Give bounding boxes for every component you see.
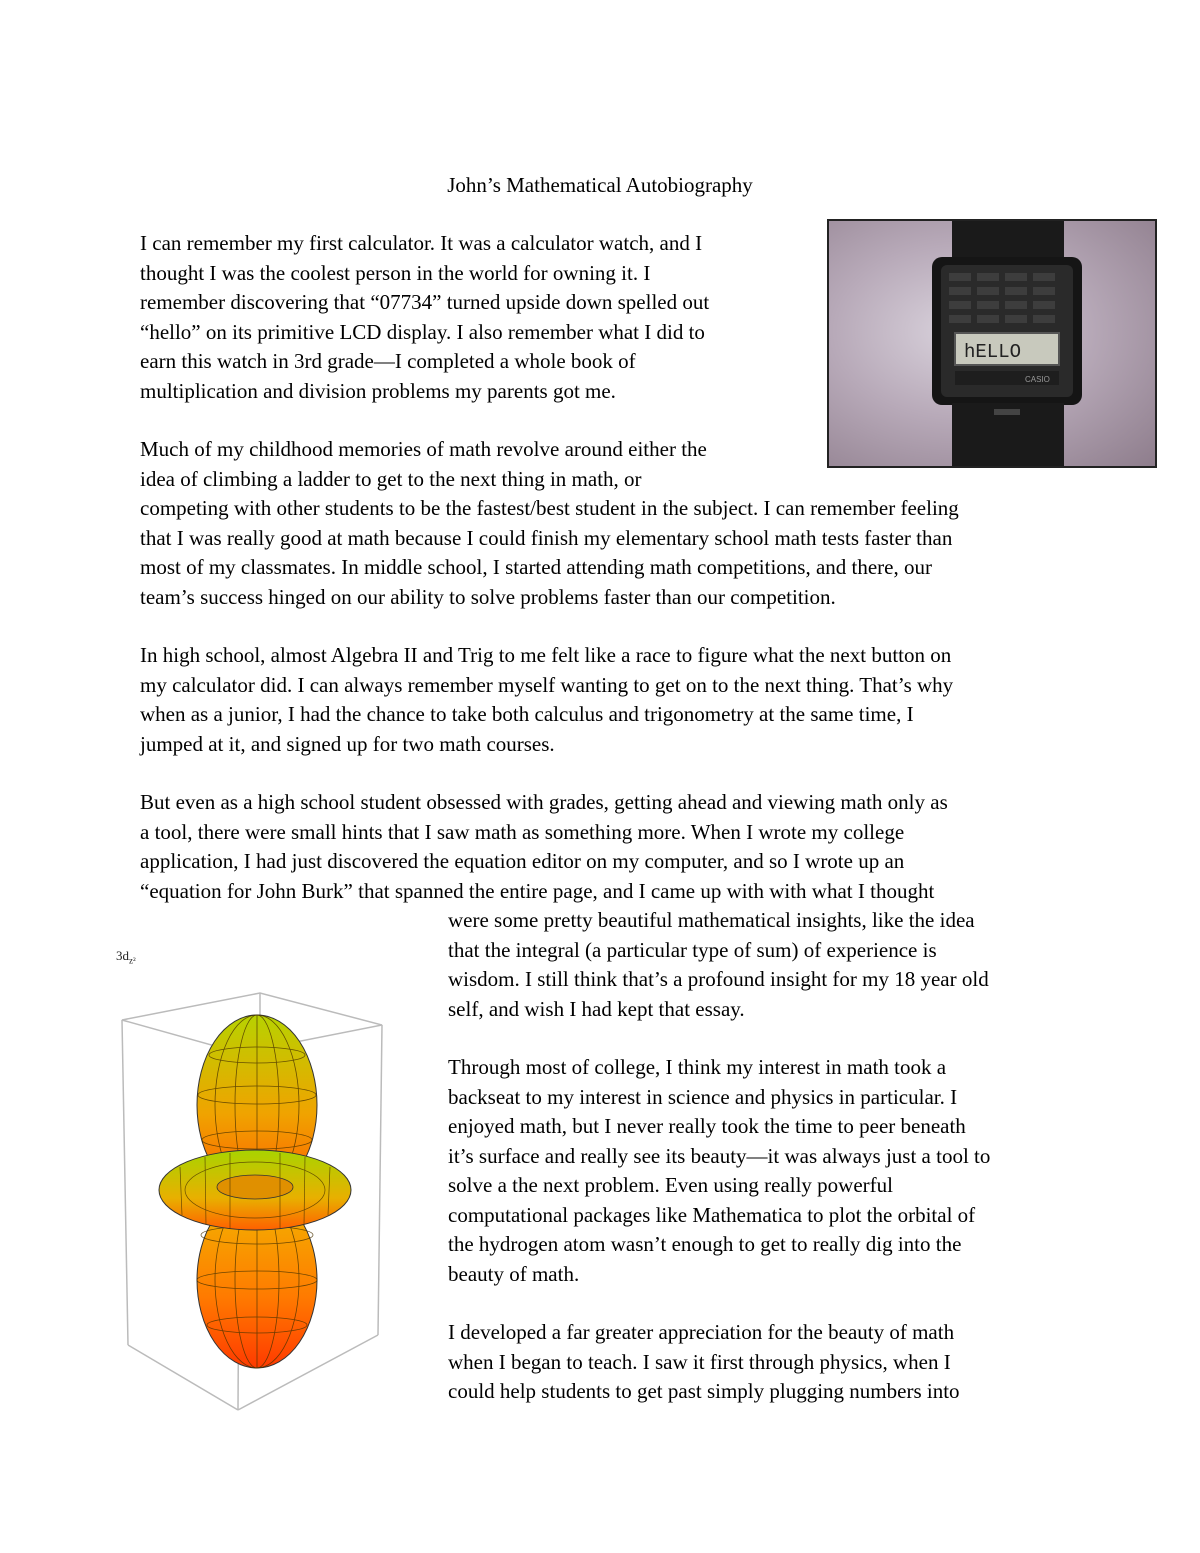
paragraph-6: I developed a far greater appreciation for the beauty of math when I began to teach. I saw it first through physics, when I could help students to get past simply plugging numbers into bbox=[448, 1320, 960, 1403]
paragraph-1: I can remember my first calculator. It was a calculator watch, and I thought I was the coolest person in the world for owning it. I remember discovering that “07734” turned upside down spelled out “hello” on its primitive LCD display. I also remember what I did to earn this watch in 3rd grade—I completed a whole book of multiplication and division problems my parents got me. bbox=[140, 231, 710, 403]
lcd-display-text: hELLO bbox=[964, 341, 1022, 363]
page-title: John’s Mathematical Autobiography bbox=[447, 173, 753, 197]
calculator-watch-photo bbox=[827, 219, 1157, 468]
orbital-plot bbox=[110, 945, 400, 1415]
paragraph-3: In high school, almost Algebra II and Trig to me felt like a race to figure what the next button on my calculator did. I can always remember myself wanting to get on to the next thing. That’s why when as a junior, I had the chance to take both calculus and trigonometry at the same time, I jumped at it, and signed up for two math courses. bbox=[140, 643, 954, 756]
orbital-3d-illustration bbox=[110, 945, 400, 1415]
paragraph-4-continued: were some pretty beautiful mathematical insights, like the idea that the integral (a particular type of sum) of experience is wisdom. I still think that’s a profound insight for my 18 year old self, and wish I had kept that essay. bbox=[448, 908, 989, 1021]
svg-text:CASIO: CASIO bbox=[1025, 375, 1050, 384]
calculator-watch-illustration bbox=[829, 221, 1155, 466]
paragraph-2: Much of my childhood memories of math revolve around either the idea of climbing a ladder to get to the next thing in math, or competing with other students to be the fastest/best student in the subject. I can remember feeling that I was really good at math because I could finish my elementary school math tests faster than most of my classmates. In middle school, I started attending math competitions, and there, our team’s success hinged on our ability to solve problems faster than our competition. bbox=[140, 437, 959, 609]
paragraph-4: But even as a high school student obsessed with grades, getting ahead and viewing math only as a tool, there were small hints that I saw math as something more. When I wrote my college application, I had just discovered the equation editor on my computer, and so I wrote up an “equation for John Burk” that spanned the entire page, and I came up with with what I thought bbox=[140, 790, 948, 903]
paragraph-5: Through most of college, I think my interest in math took a backseat to my interest in science and physics in particular. I enjoyed math, but I never really took the time to peer beneath it’s surface and really see its beauty—it was always just a tool to solve a the next problem. Even using really powerful computational packages like Mathematica to plot the orbital of the hydrogen atom wasn’t enough to get to really dig into the beauty of math. bbox=[448, 1055, 991, 1286]
orbital-label: $3d_{z^2}$ bbox=[116, 948, 136, 966]
